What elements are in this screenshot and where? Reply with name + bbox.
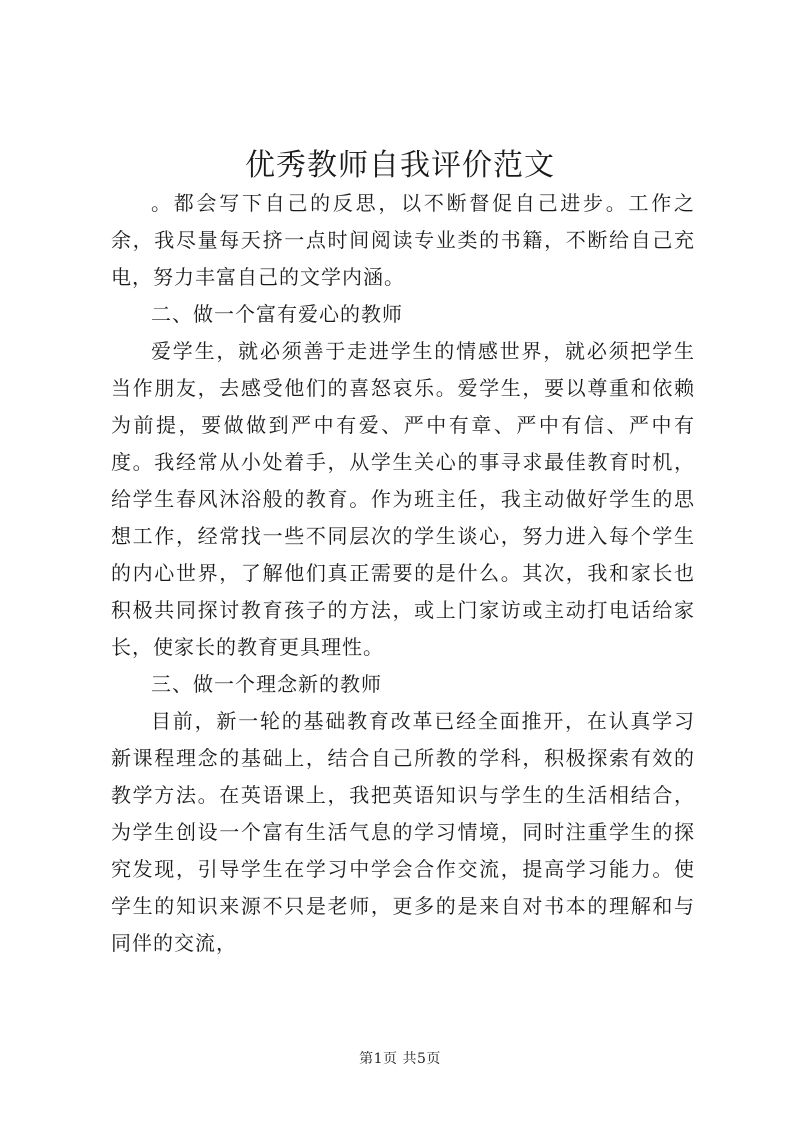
section-heading-2: 二、做一个富有爱心的教师 [151, 302, 403, 326]
paragraph-intro: 。都会写下自己的反思，以不断督促自己进步。工作之余，我尽量每天挤一点时间阅读专业类的书籍，不断给自己充电，努力丰富自己的文学内涵。 [111, 191, 695, 289]
paragraph-love-students: 爱学生，就必须善于走进学生的情感世界，就必须把学生当作朋友，去感受他们的喜怒哀乐。爱学生，要以尊重和依赖为前提，要做做到严中有爱、严中有章、严中有信、严中有度。我经常从小处着手，从学生关心的事寻求最佳教育时机，给学生春风沐浴般的教育。作为班主任，我主动做好学生的思想工作，经常找一些不同层次的学生谈心，努力进入每个学生的内心世界，了解他们真正需要的是什么。其次，我和家长也积极共同探讨教育孩子的方法，或上门家访或主动打电话给家长，使家长的教育更具理性。 [111, 339, 695, 659]
document-body [111, 185, 695, 962]
document-title: 优秀教师自我评价范文 [245, 148, 555, 183]
page-footer: 第1页 共5页 [359, 1051, 441, 1067]
section-heading-3: 三、做一个理念新的教师 [151, 672, 382, 696]
paragraph-new-concepts: 目前，新一轮的基础教育改革已经全面推开，在认真学习新课程理念的基础上，结合自己所教的学科，积极探索有效的教学方法。在英语课上，我把英语知识与学生的生活相结合，为学生创设一个富有生活气息的学习情境，同时注重学生的探究发现，引导学生在学习中学会合作交流，提高学习能力。使学生的知识来源不只是老师，更多的是来自对书本的理解和与同伴的交流， [111, 709, 695, 955]
